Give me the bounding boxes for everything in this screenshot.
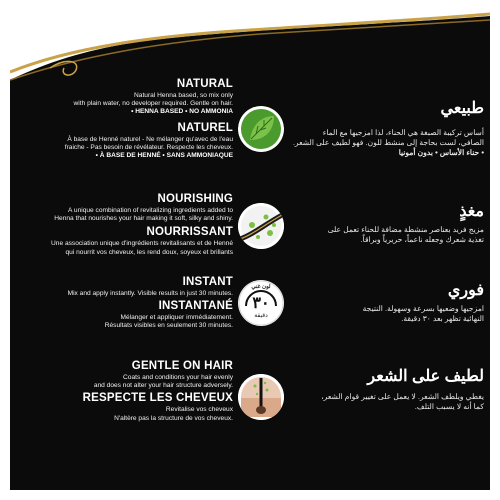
section-badges-ar: • حناء الأساس • بدون أمونيا bbox=[398, 148, 484, 157]
section-title-en: NATURAL bbox=[176, 78, 233, 90]
section-desc-line: Coats and conditions your hair evenly bbox=[123, 374, 233, 381]
section-desc-line: À base de Henné naturel - Ne mélanger qu'avec de l'eau bbox=[67, 135, 233, 143]
section-title-fr: INSTANTANÉ bbox=[158, 300, 233, 313]
hair-follicle-icon bbox=[238, 374, 284, 420]
section-desc-line-ar: يغطي ويلطف الشعر. لا يعمل على تغيير قوام الشعر، bbox=[321, 392, 484, 401]
section-title-ar: فوري bbox=[447, 282, 484, 299]
section-desc-line-ar: النهائية تظهر بعد ٣٠ دقيقة. bbox=[401, 314, 484, 323]
section-desc-line: Mélanger et appliquer immédiatement. bbox=[120, 314, 233, 322]
section-title-en: NOURISHING bbox=[157, 193, 233, 205]
section-title-en: INSTANT bbox=[182, 276, 233, 288]
timer-number: ٣٠ bbox=[252, 295, 270, 312]
section-title-ar: طبيعي bbox=[440, 100, 484, 117]
natural-english-block bbox=[65, 78, 233, 160]
section-desc-line: and does not alter your hair structure adversely. bbox=[93, 382, 233, 390]
section-desc-line: A unique combination of revitalizing ingredients added to bbox=[68, 207, 233, 214]
section-desc-line: Une association unique d'ingrédients revitalisants et de Henné bbox=[51, 240, 233, 248]
nourishing-english-block bbox=[51, 193, 233, 257]
section-desc-line: Henna that nourishes your hair making it soft, silky and shiny. bbox=[54, 215, 233, 223]
timer-top-label: لون غني bbox=[251, 284, 271, 290]
section-desc-line-ar: الصافي، لست بحاجة إلى منشط للون. فهو لطيف على الشعر. bbox=[292, 138, 484, 147]
section-desc-line: qui nourrit vos cheveux, les rend doux, soyeux et brillants bbox=[65, 248, 233, 256]
section-title-ar: لطيف على الشعر bbox=[367, 368, 484, 385]
section-desc-line-ar: تغذية شعرك وجعله ناعماً، حريرياً وبراقاً. bbox=[360, 235, 484, 244]
gentle-arabic-block bbox=[292, 368, 484, 412]
natural-arabic-block bbox=[292, 100, 484, 158]
timer-icon bbox=[238, 280, 284, 326]
gentle-english-block bbox=[83, 360, 233, 423]
nourishing-arabic-block bbox=[292, 203, 484, 245]
section-title-fr: RESPECTE LES CHEVEUX bbox=[82, 392, 233, 405]
section-title-fr: NATUREL bbox=[177, 121, 233, 134]
section-desc-line: N'altère pas la structure de vos cheveux. bbox=[114, 414, 233, 422]
instant-arabic-block bbox=[292, 282, 484, 324]
instant-english-block bbox=[68, 276, 233, 331]
section-desc-line: with plain water, no developer required. Gentle on hair. bbox=[73, 100, 233, 108]
section-title-ar: مغذٍ bbox=[459, 203, 484, 220]
timer-bottom-label: دقيقة bbox=[254, 313, 268, 319]
section-desc-line: Résultats visibles en seulement 30 minutes. bbox=[104, 322, 233, 330]
section-desc-line: Natural Henna based, so mix only bbox=[134, 92, 233, 99]
section-desc-line-ar: امزجيها وضعيها بسرعة وسهولة. النتيجة bbox=[362, 304, 484, 313]
section-desc-line-ar: أساس تركيبة الصبغة هي الحناء، لذا امزجيها مع الماء bbox=[322, 128, 484, 137]
section-badges: • À BASE DE HENNÉ • SANS AMMONIAQUE bbox=[95, 152, 233, 160]
section-title-en: GENTLE ON HAIR bbox=[131, 360, 233, 372]
section-desc-line: fraiche - Pas besoin de révélateur. Respecte les cheveux. bbox=[64, 143, 233, 151]
leaf-icon bbox=[238, 106, 284, 152]
section-desc-line-ar: كما أنه لا يسبب التلف. bbox=[414, 402, 484, 411]
hair-strand-icon bbox=[238, 203, 284, 249]
feature-panel bbox=[10, 10, 490, 490]
section-badges: • HENNA BASED • NO AMMONIA bbox=[131, 108, 233, 116]
section-desc-line-ar: مزيج فريد بعناصر منشطة مضافة للحناء تعمل على bbox=[327, 225, 484, 234]
section-desc-line: Mix and apply instantly. Visible results in just 30 minutes. bbox=[67, 290, 233, 297]
section-title-fr: NOURRISSANT bbox=[146, 226, 233, 239]
section-desc-line: Revitalise vos cheveux bbox=[165, 406, 233, 414]
